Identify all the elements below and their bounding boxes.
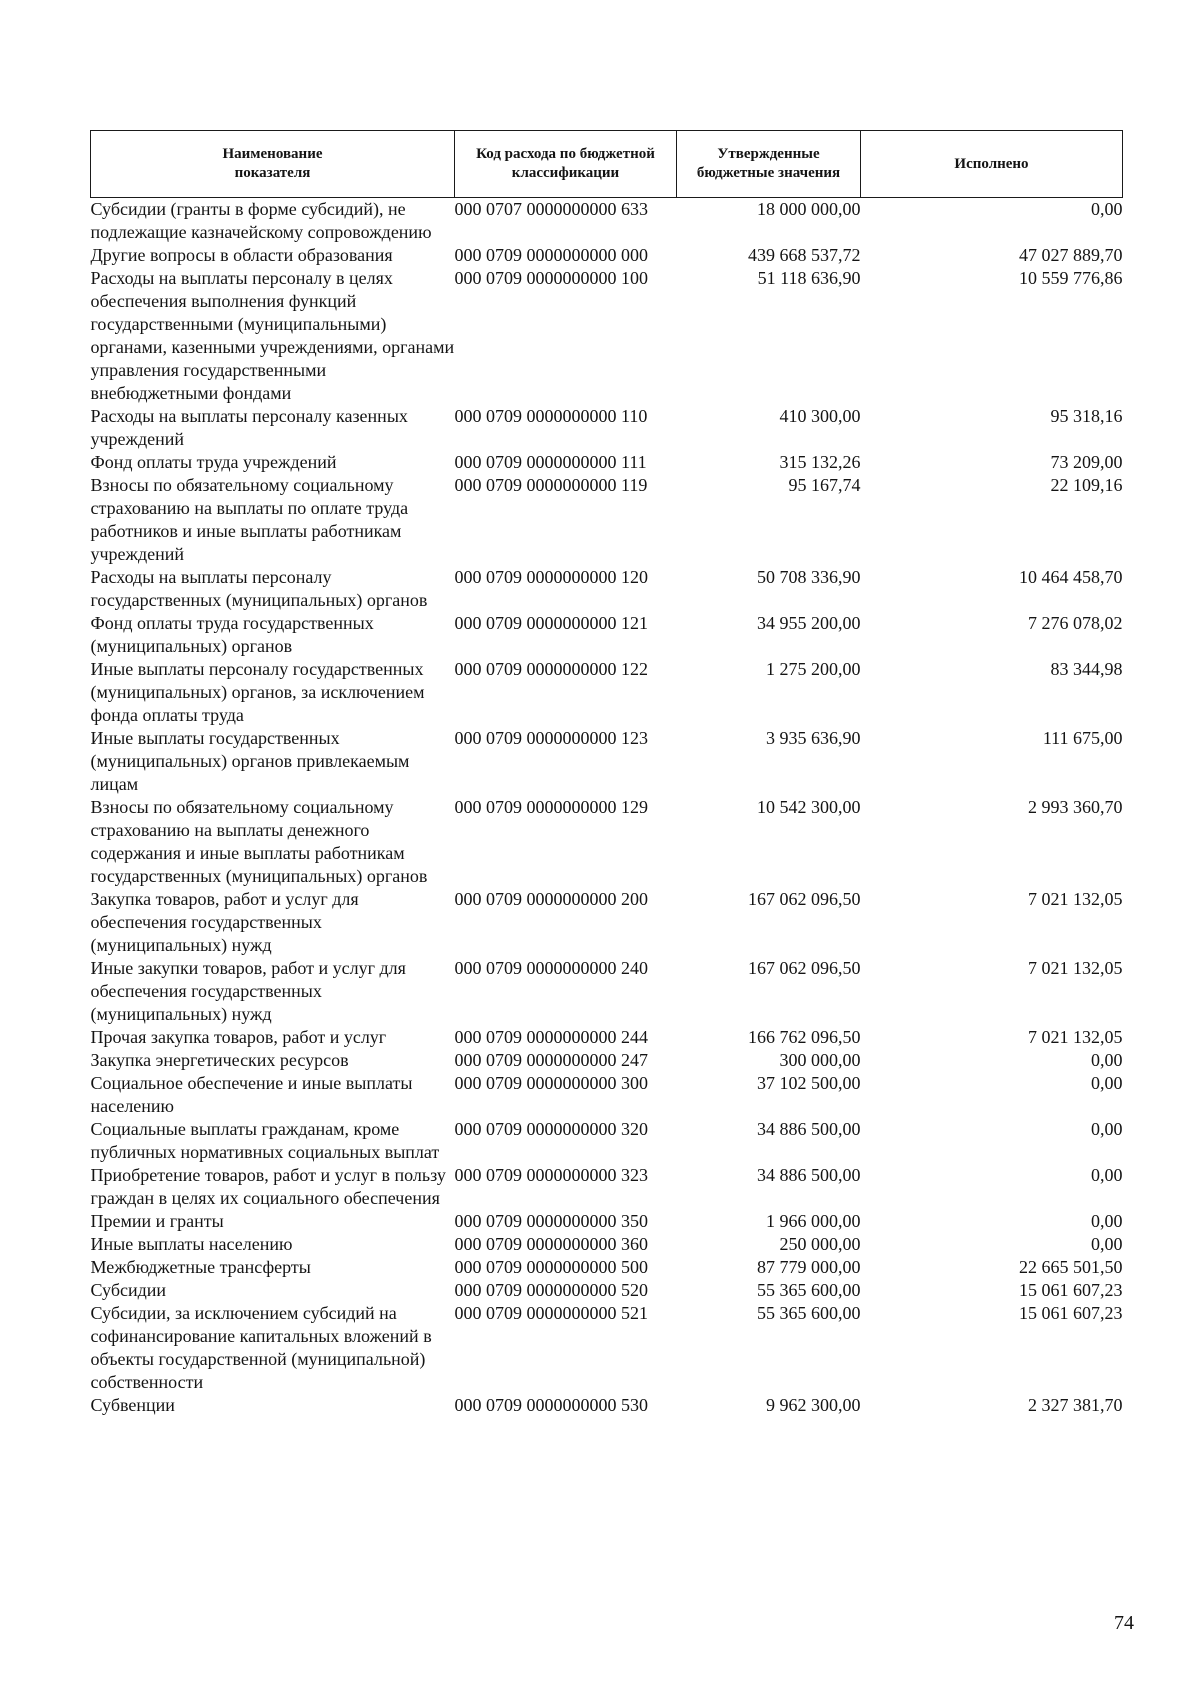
row-name-cell: Субсидии <box>90 1280 167 1300</box>
table-row <box>91 1233 1123 1256</box>
row-approved-cell: 1 966 000,00 <box>766 1211 861 1231</box>
row-name-cell: Межбюджетные трансферты <box>90 1257 311 1277</box>
row-approved-cell: 37 102 500,00 <box>757 1073 861 1093</box>
table-row <box>91 888 1123 957</box>
row-executed-cell: 10 464 458,70 <box>1019 567 1123 587</box>
row-approved-cell: 50 708 336,90 <box>757 567 861 587</box>
row-code-cell: 000 0709 0000000000 122 <box>454 659 648 679</box>
row-approved-cell: 300 000,00 <box>779 1050 861 1070</box>
row-executed-cell: 22 665 501,50 <box>1019 1257 1123 1277</box>
row-approved-cell: 34 886 500,00 <box>757 1165 861 1185</box>
row-name-cell: Иные выплаты государственных (муниципальных) органов привлекаемым лицам <box>90 728 410 794</box>
table-row <box>91 727 1123 796</box>
table-row <box>91 405 1123 451</box>
budget-execution-table <box>90 130 1123 1417</box>
table-row <box>91 474 1123 566</box>
row-name-cell: Закупка энергетических ресурсов <box>90 1050 349 1070</box>
table-row <box>91 1164 1123 1210</box>
row-approved-cell: 9 962 300,00 <box>766 1395 861 1415</box>
row-code-cell: 000 0709 0000000000 119 <box>454 475 648 495</box>
table-row <box>91 1256 1123 1279</box>
row-executed-cell: 0,00 <box>1091 1234 1123 1254</box>
row-executed-cell: 73 209,00 <box>1050 452 1123 472</box>
table-row <box>91 658 1123 727</box>
row-name-cell: Закупка товаров, работ и услуг для обеспечения государственных (муниципальных) нужд <box>90 889 359 955</box>
row-code-cell: 000 0709 0000000000 323 <box>454 1165 648 1185</box>
row-executed-cell: 2 327 381,70 <box>1028 1395 1123 1415</box>
table-row <box>91 957 1123 1026</box>
row-code-cell: 000 0709 0000000000 247 <box>454 1050 648 1070</box>
row-executed-cell: 95 318,16 <box>1050 406 1123 426</box>
row-name-cell: Субсидии (гранты в форме субсидий), не подлежащие казначейскому сопровождению <box>90 199 432 242</box>
row-approved-cell: 167 062 096,50 <box>748 889 861 909</box>
table-row <box>91 1210 1123 1233</box>
row-approved-cell: 34 955 200,00 <box>757 613 861 633</box>
row-executed-cell: 7 021 132,05 <box>1028 1027 1123 1047</box>
row-code-cell: 000 0709 0000000000 123 <box>454 728 648 748</box>
row-approved-cell: 10 542 300,00 <box>757 797 861 817</box>
row-executed-cell: 0,00 <box>1091 1119 1123 1139</box>
header-code: Код расхода по бюджетной классификации <box>455 131 677 198</box>
row-approved-cell: 439 668 537,72 <box>748 245 861 265</box>
row-code-cell: 000 0709 0000000000 530 <box>454 1395 648 1415</box>
table-body <box>91 198 1123 1418</box>
row-code-cell: 000 0709 0000000000 129 <box>454 797 648 817</box>
row-name-cell: Субсидии, за исключением субсидий на софинансирование капитальных вложений в объекты государственной (муниципальной) собственности <box>90 1303 432 1392</box>
row-executed-cell: 0,00 <box>1091 1073 1123 1093</box>
row-code-cell: 000 0709 0000000000 121 <box>454 613 648 633</box>
row-executed-cell: 22 109,16 <box>1050 475 1123 495</box>
row-executed-cell: 47 027 889,70 <box>1019 245 1123 265</box>
table-row <box>91 1049 1123 1072</box>
row-approved-cell: 18 000 000,00 <box>757 199 861 219</box>
row-name-cell: Иные выплаты персоналу государственных (муниципальных) органов, за исключением фонда оплаты труда <box>90 659 425 725</box>
row-name-cell: Фонд оплаты труда государственных (муниципальных) органов <box>90 613 374 656</box>
table-row <box>91 1118 1123 1164</box>
row-code-cell: 000 0709 0000000000 360 <box>454 1234 648 1254</box>
table-row <box>91 566 1123 612</box>
row-executed-cell: 83 344,98 <box>1050 659 1123 679</box>
header-name: Наименование показателя <box>91 131 455 198</box>
row-code-cell: 000 0709 0000000000 320 <box>454 1119 648 1139</box>
table-row <box>91 244 1123 267</box>
row-approved-cell: 250 000,00 <box>779 1234 861 1254</box>
row-approved-cell: 410 300,00 <box>779 406 861 426</box>
row-name-cell: Фонд оплаты труда учреждений <box>90 452 337 472</box>
table-row <box>91 612 1123 658</box>
row-name-cell: Социальные выплаты гражданам, кроме публичных нормативных социальных выплат <box>90 1119 440 1162</box>
row-executed-cell: 10 559 776,86 <box>1019 268 1123 288</box>
table-header-row <box>91 131 1123 198</box>
row-code-cell: 000 0709 0000000000 200 <box>454 889 648 909</box>
row-approved-cell: 167 062 096,50 <box>748 958 861 978</box>
row-executed-cell: 0,00 <box>1091 1211 1123 1231</box>
row-name-cell: Субвенции <box>90 1395 175 1415</box>
row-approved-cell: 315 132,26 <box>779 452 861 472</box>
row-name-cell: Приобретение товаров, работ и услуг в пользу граждан в целях их социального обеспечения <box>90 1165 446 1208</box>
row-code-cell: 000 0707 0000000000 633 <box>454 199 648 219</box>
row-code-cell: 000 0709 0000000000 500 <box>454 1257 648 1277</box>
row-executed-cell: 111 675,00 <box>1042 728 1123 748</box>
table-row <box>91 1026 1123 1049</box>
table-row <box>91 451 1123 474</box>
row-code-cell: 000 0709 0000000000 244 <box>454 1027 648 1047</box>
table-row <box>91 267 1123 405</box>
row-executed-cell: 0,00 <box>1091 199 1123 219</box>
row-executed-cell: 15 061 607,23 <box>1019 1303 1123 1323</box>
row-approved-cell: 166 762 096,50 <box>748 1027 861 1047</box>
row-name-cell: Расходы на выплаты персоналу казенных учреждений <box>90 406 408 449</box>
row-code-cell: 000 0709 0000000000 111 <box>454 452 647 472</box>
table-row <box>91 1072 1123 1118</box>
row-executed-cell: 7 021 132,05 <box>1028 889 1123 909</box>
row-approved-cell: 95 167,74 <box>788 475 861 495</box>
table-row <box>91 1394 1123 1417</box>
row-approved-cell: 87 779 000,00 <box>757 1257 861 1277</box>
header-approved: Утвержденные бюджетные значения <box>677 131 861 198</box>
row-executed-cell: 7 021 132,05 <box>1028 958 1123 978</box>
row-code-cell: 000 0709 0000000000 520 <box>454 1280 648 1300</box>
row-approved-cell: 51 118 636,90 <box>757 268 861 288</box>
row-code-cell: 000 0709 0000000000 240 <box>454 958 648 978</box>
row-name-cell: Расходы на выплаты персоналу в целях обеспечения выполнения функций государственными (муниципальными) органами, казенными учреждениями, органами управления государственными внебюджетными фондами <box>90 268 455 403</box>
table-row <box>91 1302 1123 1394</box>
row-approved-cell: 1 275 200,00 <box>766 659 861 679</box>
header-executed: Исполнено <box>861 131 1123 198</box>
row-code-cell: 000 0709 0000000000 000 <box>454 245 648 265</box>
row-executed-cell: 0,00 <box>1091 1165 1123 1185</box>
row-executed-cell: 2 993 360,70 <box>1028 797 1123 817</box>
row-code-cell: 000 0709 0000000000 521 <box>454 1303 648 1323</box>
row-executed-cell: 15 061 607,23 <box>1019 1280 1123 1300</box>
row-code-cell: 000 0709 0000000000 350 <box>454 1211 648 1231</box>
page-number: 74 <box>1114 1612 1134 1634</box>
row-executed-cell: 0,00 <box>1091 1050 1123 1070</box>
row-approved-cell: 34 886 500,00 <box>757 1119 861 1139</box>
table-row <box>91 198 1123 245</box>
row-code-cell: 000 0709 0000000000 100 <box>454 268 648 288</box>
row-name-cell: Иные закупки товаров, работ и услуг для обеспечения государственных (муниципальных) нужд <box>90 958 406 1024</box>
row-code-cell: 000 0709 0000000000 300 <box>454 1073 648 1093</box>
row-code-cell: 000 0709 0000000000 110 <box>454 406 648 426</box>
row-code-cell: 000 0709 0000000000 120 <box>454 567 648 587</box>
row-name-cell: Расходы на выплаты персоналу государственных (муниципальных) органов <box>90 567 428 610</box>
row-name-cell: Социальное обеспечение и иные выплаты населению <box>90 1073 413 1116</box>
row-name-cell: Взносы по обязательному социальному страхованию на выплаты денежного содержания и иные выплаты работникам государственных (муниципальных) органов <box>90 797 428 886</box>
row-name-cell: Взносы по обязательному социальному страхованию на выплаты по оплате труда работников и иные выплаты работникам учреждений <box>90 475 409 564</box>
row-name-cell: Иные выплаты населению <box>90 1234 293 1254</box>
row-executed-cell: 7 276 078,02 <box>1028 613 1123 633</box>
row-approved-cell: 3 935 636,90 <box>766 728 861 748</box>
table-row <box>91 1279 1123 1302</box>
row-approved-cell: 55 365 600,00 <box>757 1303 861 1323</box>
row-name-cell: Другие вопросы в области образования <box>90 245 393 265</box>
row-name-cell: Премии и гранты <box>90 1211 224 1231</box>
row-name-cell: Прочая закупка товаров, работ и услуг <box>90 1027 387 1047</box>
row-approved-cell: 55 365 600,00 <box>757 1280 861 1300</box>
table-row <box>91 796 1123 888</box>
